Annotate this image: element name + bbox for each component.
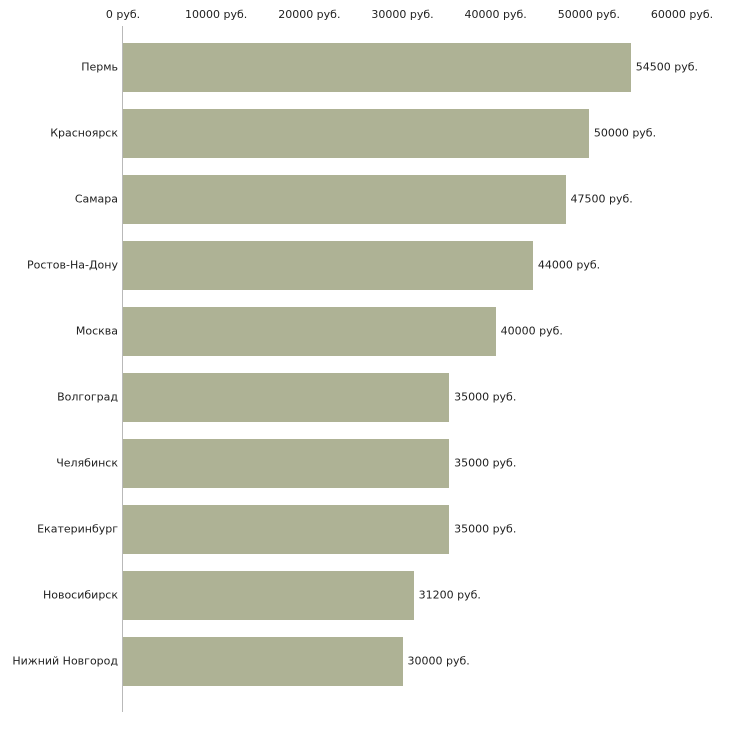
bar-row xyxy=(0,562,730,628)
x-axis-tick-label: 10000 руб. xyxy=(185,8,248,21)
bar-row xyxy=(0,34,730,100)
category-label: Нижний Новгород xyxy=(12,654,118,668)
bar-row xyxy=(0,166,730,232)
bar[interactable] xyxy=(123,307,496,356)
bar-value-label: 50000 руб. xyxy=(593,126,657,140)
category-label: Ростов-На-Дону xyxy=(26,258,118,272)
plot-area xyxy=(0,26,730,712)
category-label: Москва xyxy=(75,324,118,338)
category-label: Самара xyxy=(74,192,118,206)
x-axis-tick-label: 40000 руб. xyxy=(464,8,527,21)
bar-value-label: 30000 руб. xyxy=(407,654,470,668)
bar[interactable] xyxy=(123,373,449,422)
bar-value-label: 35000 руб. xyxy=(454,456,517,470)
bar[interactable] xyxy=(123,637,403,686)
bar-value-label: 31200 руб. xyxy=(418,588,481,602)
bar[interactable] xyxy=(123,241,533,290)
bar-value-label: 35000 руб. xyxy=(454,390,517,404)
bar-value-label: 44000 руб. xyxy=(537,258,601,272)
bar[interactable] xyxy=(123,505,449,554)
category-label: Пермь xyxy=(81,60,118,74)
category-label: Екатеринбург xyxy=(37,522,118,536)
category-label: Челябинск xyxy=(56,456,118,470)
bar-row xyxy=(0,496,730,562)
x-axis-tick-label: 60000 руб. xyxy=(650,8,714,21)
bar[interactable] xyxy=(123,43,631,92)
bar-row xyxy=(0,298,730,364)
bar[interactable] xyxy=(123,109,589,158)
bar[interactable] xyxy=(123,439,449,488)
bar[interactable] xyxy=(123,175,566,224)
category-label: Новосибирск xyxy=(42,588,118,602)
category-label: Красноярск xyxy=(50,126,118,140)
bar-value-label: 35000 руб. xyxy=(454,522,517,536)
bar-row xyxy=(0,430,730,496)
bar-row xyxy=(0,100,730,166)
bar[interactable] xyxy=(123,571,414,620)
x-axis-tick-label: 50000 руб. xyxy=(557,8,620,21)
x-axis-tick-label: 0 руб. xyxy=(105,8,141,21)
bar-row xyxy=(0,628,730,694)
bar-value-label: 40000 руб. xyxy=(500,324,563,338)
bar-value-label: 47500 руб. xyxy=(570,192,633,206)
x-axis-tick-label: 30000 руб. xyxy=(371,8,434,21)
bar-row xyxy=(0,364,730,430)
bar-value-label: 54500 руб. xyxy=(635,60,699,74)
category-label: Волгоград xyxy=(57,390,118,404)
x-axis xyxy=(0,0,730,26)
x-axis-tick-label: 20000 руб. xyxy=(278,8,341,21)
bar-row xyxy=(0,232,730,298)
